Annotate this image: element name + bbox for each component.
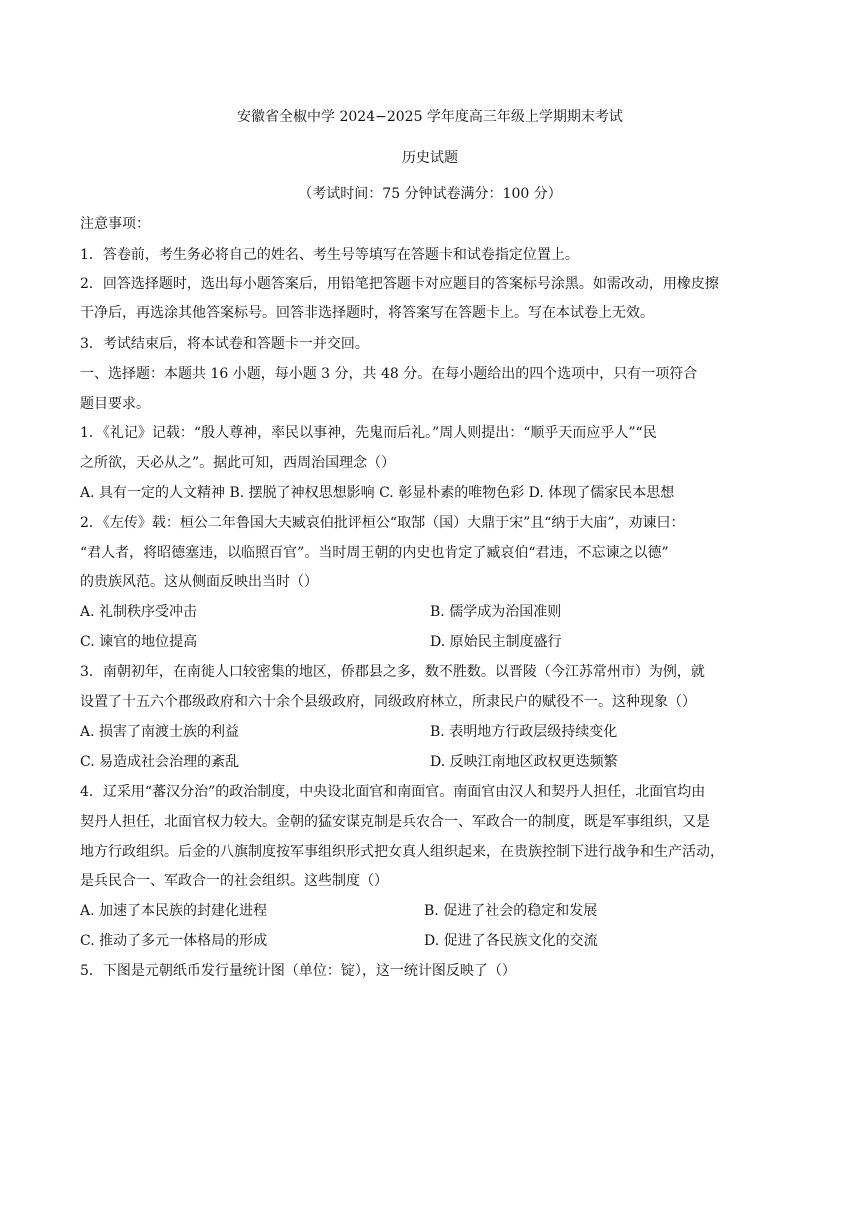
question-1-stem: 1．《礼记》记载：“殷人尊神，率民以事神，先鬼而后礼。”周人则提出：“顺乎天而应乎人”“民 <box>80 425 657 441</box>
question-2-option-d: D. 原始民主制度盛行 <box>430 634 562 650</box>
note-item: 3．考试结束后，将本试卷和答题卡一并交回。 <box>80 336 369 352</box>
subject-title: 历史试题 <box>402 150 458 166</box>
question-4-option-d: D. 促进了各民族文化的交流 <box>424 933 598 949</box>
note-item: 1．答卷前，考生务必将自己的姓名、考生号等填写在答题卡和试卷指定位置上。 <box>80 247 579 263</box>
question-3-option-a: A. 损害了南渡士族的利益 <box>80 724 240 740</box>
question-2-option-b: B. 儒学成为治国准则 <box>430 604 562 620</box>
question-3-stem-cont: 设置了十五六个郡级政府和六十余个县级政府，同级政府林立，所隶民户的赋役不一。这种现象（） <box>80 694 696 710</box>
question-4-stem-cont: 是兵民合一、军政合一的社会组织。这些制度（） <box>80 873 388 889</box>
question-3-option-d: D. 反映江南地区政权更迭频繁 <box>430 754 618 770</box>
question-2-stem: 2．《左传》载：桓公二年鲁国大夫臧哀伯批评桓公“取郜（国）大鼎于宋”且“纳于大庙”，劝谏曰： <box>80 515 685 531</box>
question-4-stem-cont: 契丹人担任，北面官权力较大。金朝的猛安谋克制是兵农合一、军政合一的制度，既是军事组织，又是 <box>80 814 710 830</box>
question-5-stem: 5．下图是元朝纸币发行量统计图（单位：锭），这一统计图反映了（） <box>80 963 516 979</box>
question-3-option-c: C. 易造成社会治理的紊乱 <box>80 754 240 770</box>
exam-info: （考试时间：75 分钟试卷满分：100 分） <box>298 186 562 202</box>
question-3-stem: 3．南朝初年，在南徙人口较密集的地区，侨郡县之多，数不胜数。以晋陵（今江苏常州市）为例，就 <box>80 664 705 680</box>
note-item: 2．回答选择题时，选出每小题答案后，用铅笔把答题卡对应题目的答案标号涂黑。如需改动，用橡皮擦 <box>80 276 719 292</box>
question-2-stem-cont: 的贵族风范。这从侧面反映出当时（） <box>80 574 318 590</box>
section-heading: 一、选择题：本题共 16 小题，每小题 3 分，共 48 分。在每小题给出的四个选项中，只有一项符合 <box>80 366 698 382</box>
question-1-stem-cont: 之所欲，天必从之”。据此可知，西周治国理念（） <box>80 455 396 471</box>
question-2-stem-cont: “君人者，将昭德塞违，以临照百官”。当时周王朝的内史也肯定了臧哀伯“君违，不忘谏之以德” <box>80 545 669 561</box>
question-4-stem-cont: 地方行政组织。后金的八旗制度按军事组织形式把女真人组织起来，在贵族控制下进行战争和生产活动， <box>80 844 724 860</box>
question-4-stem: 4．辽采用“蕃汉分治”的政治制度，中央设北面官和南面官。南面官由汉人和契丹人担任，北面官均由 <box>80 784 706 800</box>
question-2-option-c: C. 谏官的地位提高 <box>80 634 198 650</box>
question-2-option-a: A. 礼制秩序受冲击 <box>80 604 198 620</box>
question-4-option-c: C. 推动了多元一体格局的形成 <box>80 933 268 949</box>
section-heading-cont: 题目要求。 <box>80 396 150 412</box>
question-4-option-a: A. 加速了本民族的封建化进程 <box>80 903 268 919</box>
note-item: 干净后，再选涂其他答案标号。回答非选择题时，将答案写在答题卡上。写在本试卷上无效。 <box>80 305 654 321</box>
question-1-options: A. 具有一定的人文精神 B. 摆脱了神权思想影响 C. 彰显朴素的唯物色彩 D. 体现了儒家民本思想 <box>80 485 675 501</box>
question-4-option-b: B. 促进了社会的稳定和发展 <box>424 903 598 919</box>
question-3-option-b: B. 表明地方行政层级持续变化 <box>430 724 618 740</box>
exam-title: 安徽省全椒中学 2024−2025 学年度高三年级上学期期末考试 <box>237 109 623 125</box>
notes-heading: 注意事项： <box>80 216 150 232</box>
